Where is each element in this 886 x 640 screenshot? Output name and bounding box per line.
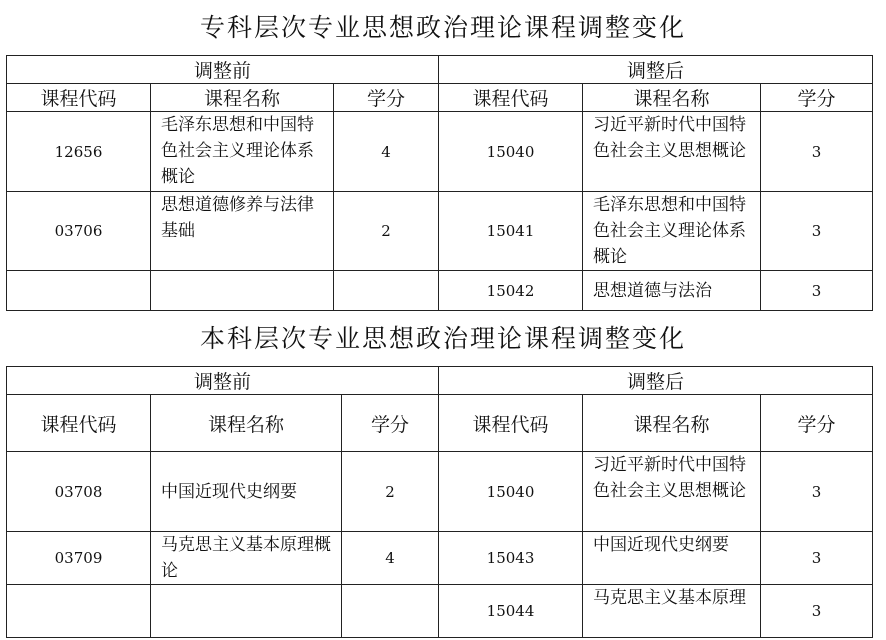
name-after-cell: 毛泽东思想和中国特色社会主义理论体系概论 xyxy=(583,192,761,271)
name-after-cell: 思想道德与法治 xyxy=(583,271,761,311)
code-before-cell: 03708 xyxy=(7,452,151,532)
code-after-cell: 15040 xyxy=(439,452,583,532)
code-after-cell: 15040 xyxy=(439,112,583,192)
col-header-code-before: 课程代码 xyxy=(7,395,151,452)
table-row xyxy=(7,532,873,585)
group-header-row xyxy=(7,367,873,395)
credit-before-cell: 2 xyxy=(342,452,439,532)
code-before-cell: 03706 xyxy=(7,192,151,271)
credit-before-cell xyxy=(342,585,439,638)
credit-before-cell: 4 xyxy=(342,532,439,585)
credit-after-cell: 3 xyxy=(761,112,873,192)
name-after-cell: 习近平新时代中国特色社会主义思想概论 xyxy=(583,112,761,192)
col-header-code-after: 课程代码 xyxy=(439,84,583,112)
col-header-name-after: 课程名称 xyxy=(583,84,761,112)
column-header-row xyxy=(7,395,873,452)
table-row xyxy=(7,271,873,311)
credit-after-cell: 3 xyxy=(761,532,873,585)
credit-after-cell: 3 xyxy=(761,271,873,311)
code-before-cell xyxy=(7,271,151,311)
table-row xyxy=(7,192,873,271)
before-header: 调整前 xyxy=(7,56,439,84)
name-before-cell: 马克思主义基本原理概论 xyxy=(151,532,342,585)
name-before-cell xyxy=(151,585,342,638)
credit-after-cell: 3 xyxy=(761,192,873,271)
name-after-cell: 中国近现代史纲要 xyxy=(583,532,761,585)
col-header-name-before: 课程名称 xyxy=(151,395,342,452)
section2-title: 本科层次专业思想政治理论课程调整变化 xyxy=(199,324,686,353)
code-after-cell: 15044 xyxy=(439,585,583,638)
name-before-cell: 思想道德修养与法律基础 xyxy=(151,192,334,271)
credit-after-cell: 3 xyxy=(761,585,873,638)
col-header-name-after: 课程名称 xyxy=(583,395,761,452)
table-row xyxy=(7,112,873,192)
col-header-code-before: 课程代码 xyxy=(7,84,151,112)
after-header: 调整后 xyxy=(439,367,873,395)
credit-after-cell: 3 xyxy=(761,452,873,532)
col-header-name-before: 课程名称 xyxy=(151,84,334,112)
code-before-cell: 03709 xyxy=(7,532,151,585)
before-header: 调整前 xyxy=(7,367,439,395)
table-row xyxy=(7,452,873,532)
section1-table xyxy=(6,55,873,311)
code-after-cell: 15042 xyxy=(439,271,583,311)
section1-title: 专科层次专业思想政治理论课程调整变化 xyxy=(199,13,686,42)
section2-table xyxy=(6,366,873,638)
credit-before-cell xyxy=(334,271,439,311)
table-row xyxy=(7,585,873,638)
col-header-credit-before: 学分 xyxy=(334,84,439,112)
col-header-credit-after: 学分 xyxy=(761,84,873,112)
code-after-cell: 15043 xyxy=(439,532,583,585)
col-header-credit-before: 学分 xyxy=(342,395,439,452)
name-before-cell: 中国近现代史纲要 xyxy=(151,452,342,532)
name-after-cell: 马克思主义基本原理 xyxy=(583,585,761,638)
code-before-cell: 12656 xyxy=(7,112,151,192)
name-after-cell: 习近平新时代中国特色社会主义思想概论 xyxy=(583,452,761,532)
group-header-row xyxy=(7,56,873,84)
code-before-cell xyxy=(7,585,151,638)
credit-before-cell: 4 xyxy=(334,112,439,192)
after-header: 调整后 xyxy=(439,56,873,84)
credit-before-cell: 2 xyxy=(334,192,439,271)
name-before-cell xyxy=(151,271,334,311)
column-header-row xyxy=(7,84,873,112)
col-header-code-after: 课程代码 xyxy=(439,395,583,452)
col-header-credit-after: 学分 xyxy=(761,395,873,452)
code-after-cell: 15041 xyxy=(439,192,583,271)
name-before-cell: 毛泽东思想和中国特色社会主义理论体系概论 xyxy=(151,112,334,192)
